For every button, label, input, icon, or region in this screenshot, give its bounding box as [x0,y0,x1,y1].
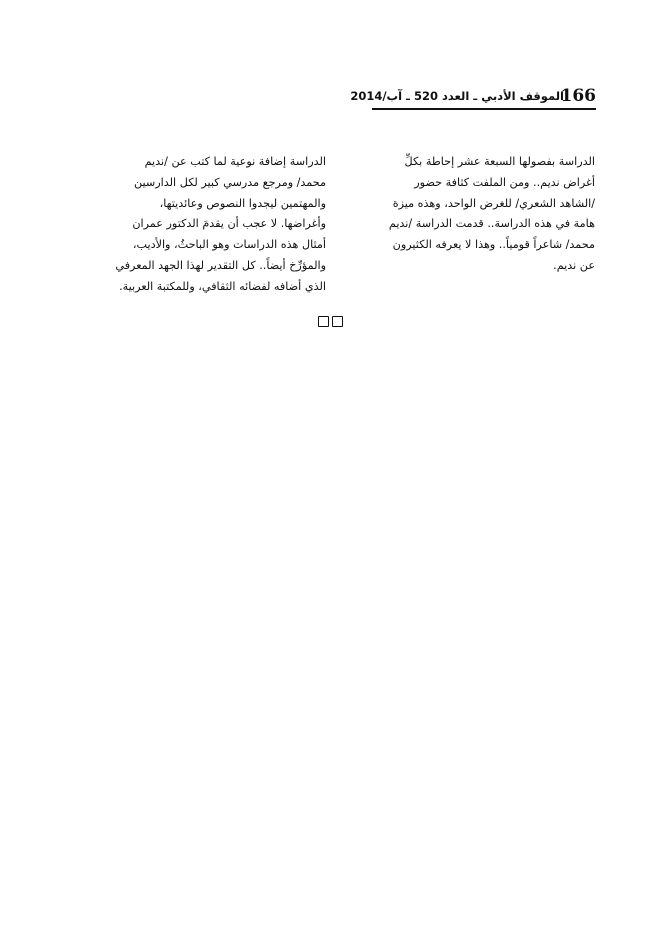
right-column-line: /الشاهد الشعري/ للغرض الواحد، وهذه ميزة [392,196,595,210]
header-rule [372,108,596,110]
text-column-right [345,152,595,277]
right-column-line: محمد/ شاعراً قومياً.. وهذا لا يعرفه الكثيرون [392,238,595,252]
left-column-line: الدراسة إضافة نوعية لما كتب عن /نديم [144,155,326,168]
page-header [350,86,598,108]
text-column-left [86,152,326,298]
end-square-icon [332,316,343,327]
left-column-line: وأغراضها. لا عجب أن يقدمَ الدكتور عمران [132,217,326,231]
end-square-icon [318,316,329,327]
left-column-line: والمؤرِّخ أيضاً.. كل التقدير لهذا الجهد المعرفي [115,258,326,272]
left-column-line: والمهتمين ليجدوا النصوص وعائديتها، [159,196,326,210]
article-end-mark [318,316,344,328]
right-column-line: هامة في هذه الدراسة.. قدمت الدراسة /نديم [388,217,595,231]
left-column-line: الذي أضافه لفضائه الثقافي، وللمكتبة العربية. [119,279,326,293]
left-column-line: محمد/ ومرجع مدرسي كبير لكل الدارسين [134,175,326,189]
left-column-line: أمثال هذه الدراسات وهو الباحثُ، والأديب، [132,238,326,252]
right-column-line: عن نديم. [553,258,595,272]
page-number: 166 [560,86,596,106]
right-column-line: الدراسة بفصولها السبعة عشر إحاطة بكلِّ [404,155,595,168]
journal-issue-title: الموقف الأدبي ـ العدد 520 ـ آب/2014 [350,89,564,103]
right-column-line: أغراض نديم.. ومن الملفت كثافة حضور [414,175,595,189]
